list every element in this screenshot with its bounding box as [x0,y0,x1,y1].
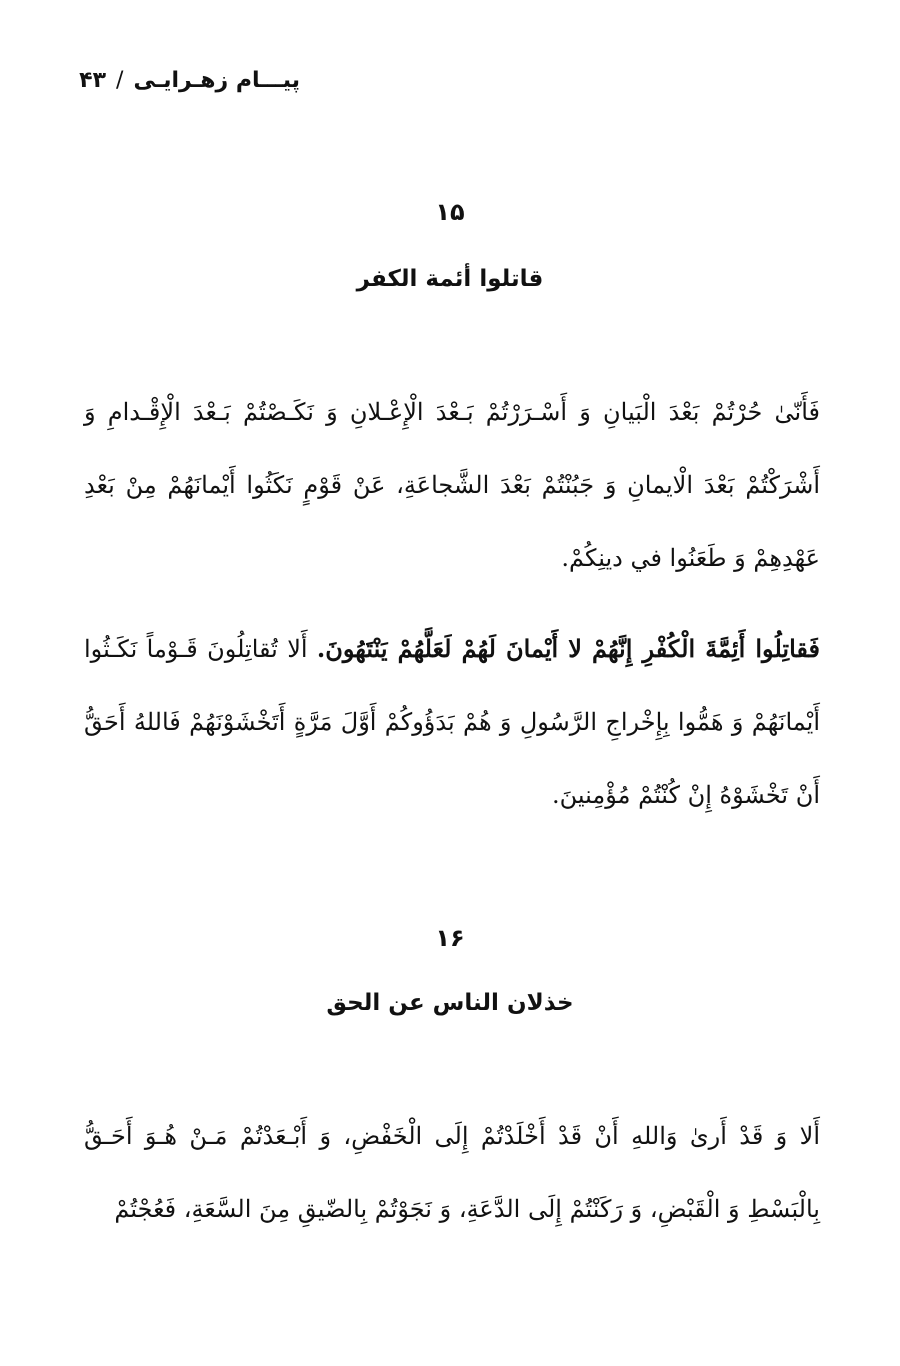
section-title: خذلان الناس عن الحق [326,990,574,1016]
paragraph [84,376,820,595]
section-title: قاتلوا أئمة الكفر [356,266,544,292]
section-number: ۱۵ [435,198,465,226]
running-header [80,68,300,93]
paragraph [84,612,820,832]
quran-verse: فَقاتِلُوا أَئِمَّةَ الْكُفْرِ إِنَّهُمْ لا أَيْمانَ لَهُمْ لَعَلَّهُمْ يَنْتَهُونَ. [316,634,820,663]
paragraph [84,1100,820,1246]
paragraph-text: أَلا تُقاتِلُونَ قَـوْماً نَكَـثُوا أَيْمانَهُمْ وَ هَمُّوا بِإِخْراجِ الرَّسُولِ وَ هُمْ بَدَؤُوكُمْ أَوَّلَ مَرَّةٍ أَتَخْشَوْنَهُمْ فَاللهُ أَحَقُّ أَنْ تَخْشَوْهُ إِنْ كُنْتُمْ مُؤْمِنينَ. [84,635,820,809]
paragraph-text: فَأَنّىٰ حُرْتُمْ بَعْدَ الْبَيانِ وَ أَسْـرَرْتُمْ بَـعْدَ الْإِعْـلانِ وَ نَكَـصْتُمْ بَـعْدَ الْإِقْـدامِ وَ أَشْرَكْتُمْ بَعْدَ الْايمانِ وَ جَبُنْتُمْ بَعْدَ الشَّجاعَةِ، عَنْ قَوْمٍ نَكَثُوا أَيْمانَهُمْ مِنْ بَعْدِ عَهْدِهِمْ وَ طَعَنُوا في دينِكُمْ. [84,398,820,572]
page-number: ۴۳ [79,68,107,93]
book-title: پیـــام زهـرایـی [133,68,300,93]
header-separator: / [116,68,124,93]
paragraph-text: أَلا وَ قَدْ أَرىٰ وَاللهِ أَنْ قَدْ أَخْلَدْتُمْ إِلَى الْخَفْضِ، وَ أَبْـعَدْتُمْ مَـنْ هُـوَ أَحَـقُّ بِالْبَسْطِ وَ الْقَبْضِ، وَ رَكَنْتُمْ إِلَى الدَّعَةِ، وَ نَجَوْتُمْ بِالضّيقِ مِنَ السَّعَةِ، فَعُجْتُمْ [84,1122,820,1223]
section-number: ۱۶ [435,924,465,952]
